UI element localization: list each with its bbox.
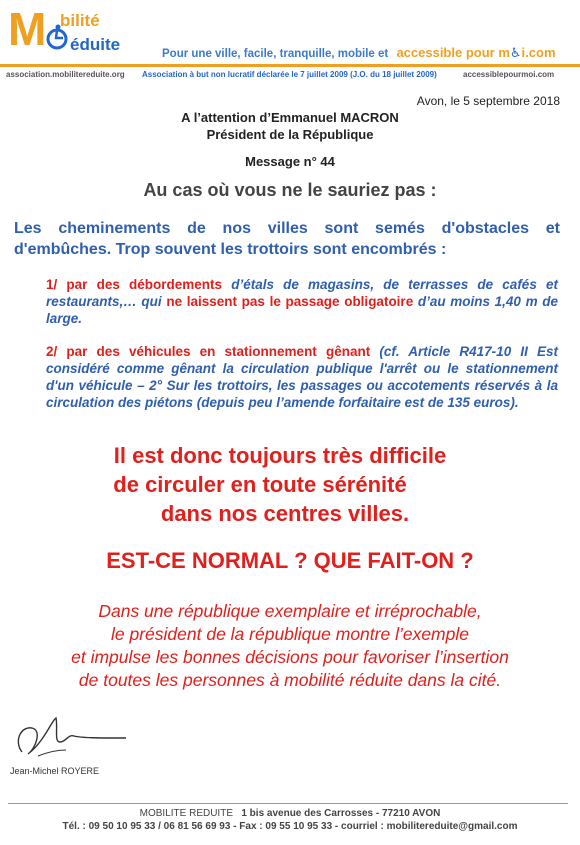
- footer-divider: [8, 803, 568, 804]
- item-blue-text: (cf. Article R417-10 II Est considéré comme gênant la circulation publique l'arrêt ou le stationnement d'un véhicule – 2° Sur les trottoirs, les passages ou accotements réservés à la circulation des piétons (depuis peu l’amende forfaitaire est de 135 euros).: [46, 344, 558, 410]
- item-red-text: ne laissent pas le passage obligatoire: [166, 294, 414, 309]
- question-line: EST-CE NORMAL ? QUE FAIT-ON ?: [106, 548, 474, 573]
- emphasis-block: [0, 441, 580, 528]
- conclusion-line: le président de la république montre l’exemple: [111, 624, 469, 644]
- tagline-text: Pour une ville, facile, tranquille, mobile et: [162, 48, 389, 60]
- site-link-right[interactable]: accessiblepourmoi.com: [463, 70, 555, 79]
- item-red-text: par des véhicules en stationnement gênant: [57, 344, 380, 359]
- conclusion-line: et impulse les bonnes décisions pour favoriser l’insertion: [71, 647, 509, 667]
- header-divider: [0, 64, 580, 67]
- footer-street: 1 bis avenue des Carrosses - 77210 AVON: [241, 808, 441, 819]
- footer-address: [0, 808, 580, 819]
- footer-contacts: Tél. : 09 50 10 95 33 / 06 81 56 69 93 - Fax : 09 55 10 95 33 - courriel : mobilitereduite@gmail.com: [62, 821, 518, 832]
- recipient-line-2: Président de la République: [206, 127, 374, 142]
- emphasis-line: dans nos centres villes.: [160, 501, 410, 526]
- site-link-left[interactable]: association.mobilitereduite.org: [6, 70, 125, 79]
- conclusion-line: de toutes les personnes à mobilité réduite dans la cité.: [78, 670, 502, 690]
- headline: Au cas où vous ne le sauriez pas :: [143, 180, 437, 200]
- logo-letter-m: M: [8, 3, 47, 55]
- item-number: 2/: [46, 344, 58, 359]
- date-line: Avon, le 5 septembre 2018: [416, 94, 560, 108]
- logo: [8, 3, 158, 66]
- emphasis-line: de circuler en toute sérénité: [113, 472, 407, 497]
- message-number: Message n° 44: [245, 154, 335, 169]
- tagline-accent: [396, 45, 555, 60]
- intro-paragraph: Les cheminements de nos villes sont semés d'obstacles et d'embûches. Trop souvent les trottoirs sont encombrés :: [14, 220, 560, 258]
- recipient-line-1: A l’attention d’Emmanuel MACRON: [181, 110, 399, 125]
- logo-word-reduite: éduite: [70, 35, 121, 54]
- footer-org: MOBILITE REDUITE: [139, 808, 233, 819]
- list-item: [46, 276, 558, 327]
- signer-name: Jean-Michel ROYERE: [10, 766, 100, 776]
- tagline-accent-start: accessible pour m: [396, 45, 510, 60]
- item-red-text: par des débordements: [57, 277, 223, 292]
- list-item: [46, 343, 558, 411]
- tagline-wheelchair-glyph: ♿: [509, 45, 522, 60]
- tagline-accent-end: i.com: [521, 45, 556, 60]
- tagline: [162, 45, 556, 61]
- emphasis-line: Il est donc toujours très difficile: [113, 443, 447, 468]
- association-note: Association à but non lucratif déclarée le 7 juillet 2009 (J.O. du 18 juillet 2009): [142, 70, 437, 79]
- logo-word-mobilite: bilité: [60, 11, 100, 30]
- item-blue-text: d’au moins 1,40 m de large.: [46, 294, 559, 326]
- conclusion-block: [0, 600, 580, 692]
- signature: [8, 712, 128, 764]
- item-number: 1/: [46, 277, 58, 292]
- item-blue-text: d’étals de magasins, de terrasses de cafés et restaurants,… qui: [46, 277, 558, 309]
- conclusion-line: Dans une république exemplaire et irréprochable,: [98, 601, 482, 621]
